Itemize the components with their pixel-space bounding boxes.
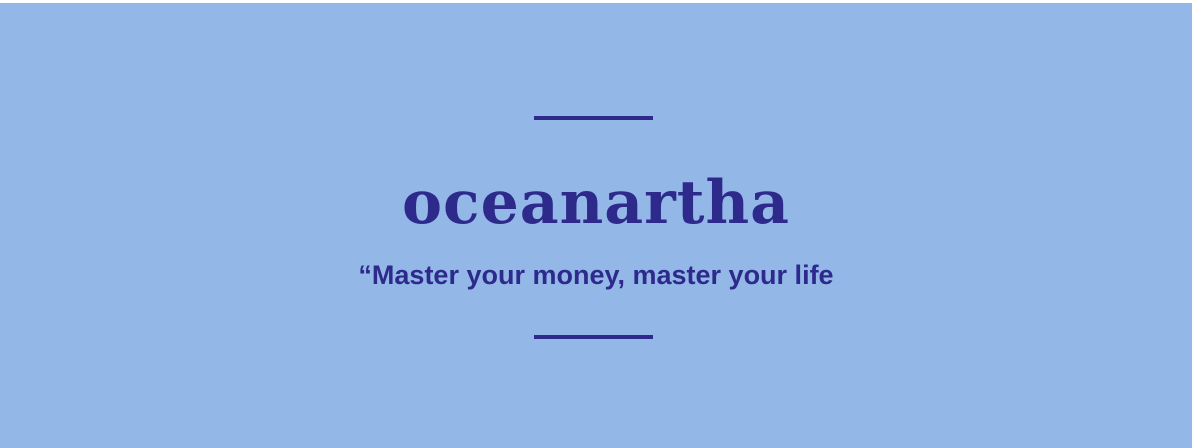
hero-banner xyxy=(0,3,1192,448)
brand-name: oceanartha xyxy=(402,168,790,238)
bottom-divider xyxy=(534,335,653,339)
top-divider xyxy=(534,116,653,120)
tagline: “Master your money, master your life xyxy=(358,260,834,290)
